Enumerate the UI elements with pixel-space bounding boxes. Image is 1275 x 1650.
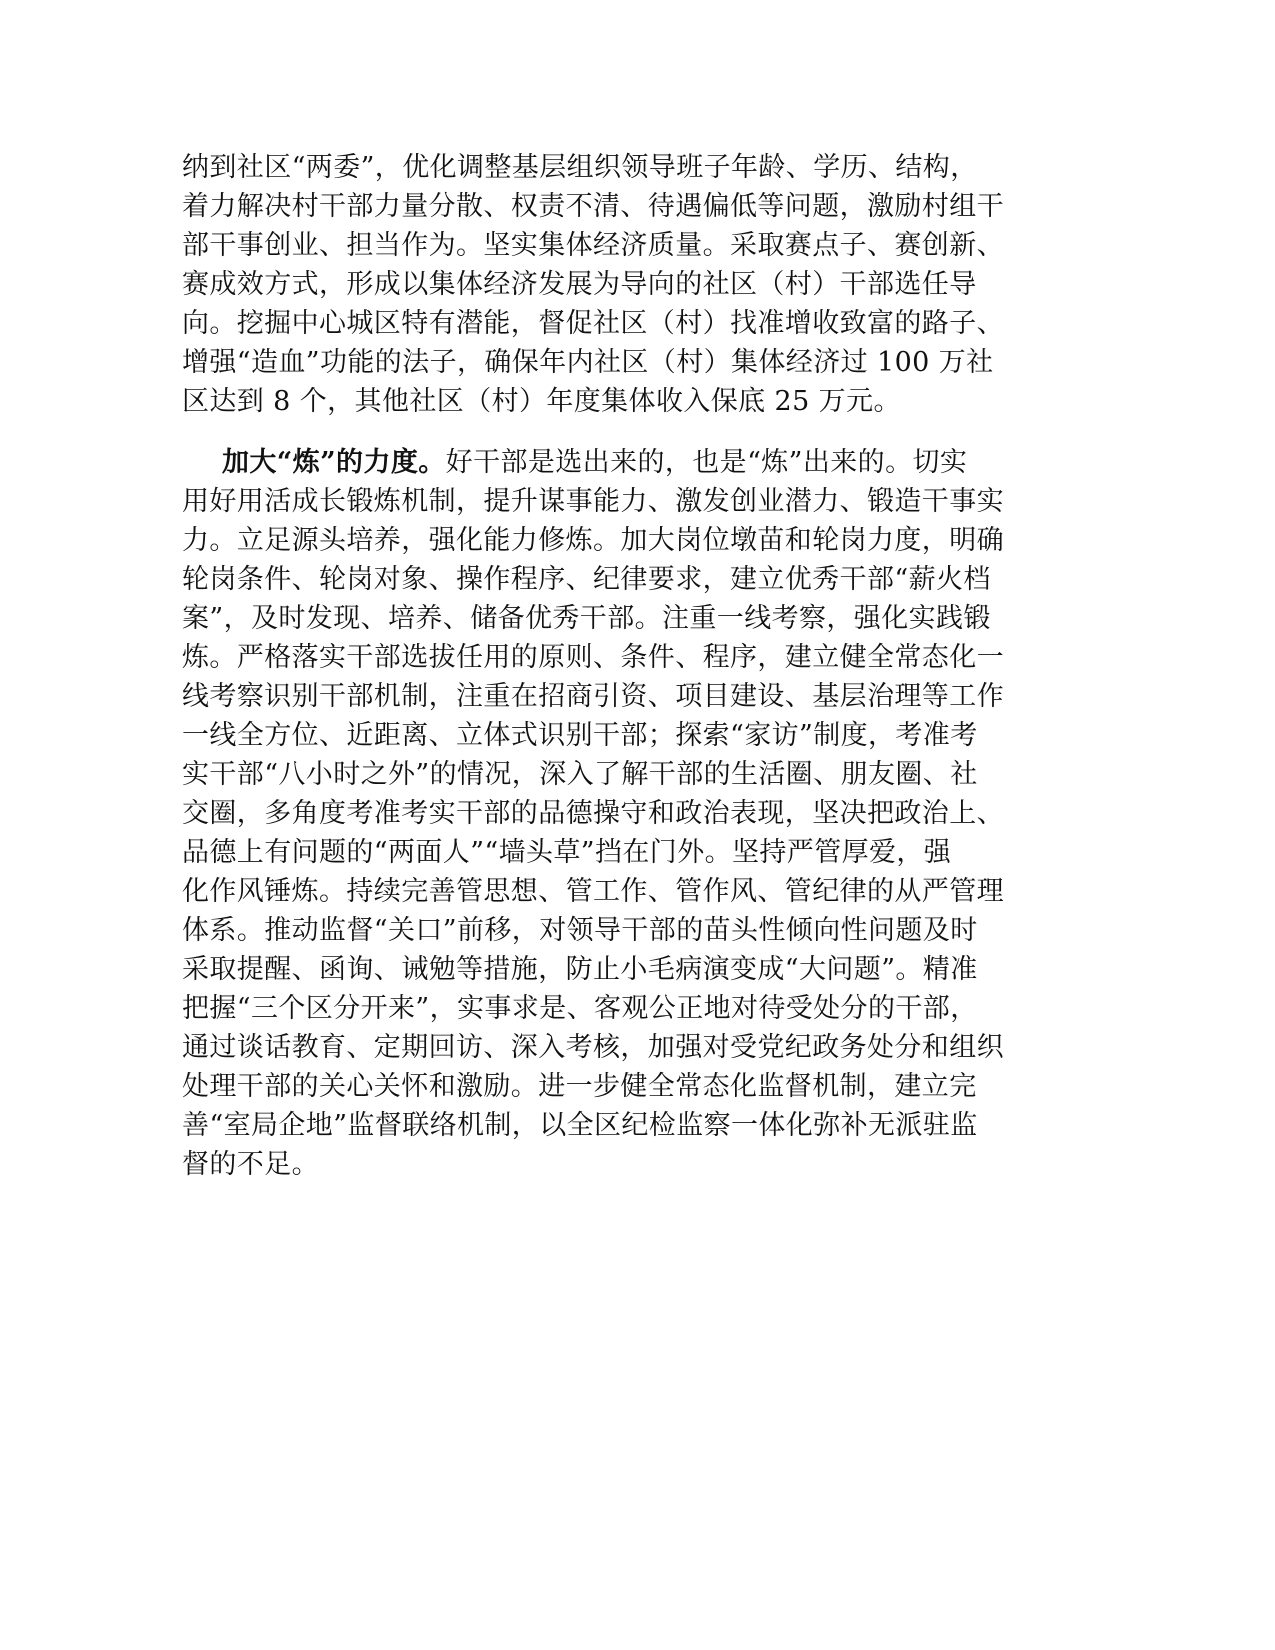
section-heading: 加大“炼”的力度。 — [222, 447, 446, 478]
paragraph-line: 向。挖掘中心城区特有潜能，督促社区（村）找准增收致富的路子、 — [182, 308, 1004, 339]
paragraph-line: 线考察识别干部机制，注重在招商引资、项目建设、基层治理等工作 — [182, 681, 1004, 712]
paragraph-line: 品德上有问题的“两面人”“墙头草”挡在门外。坚持严管厚爱，强 — [182, 837, 952, 868]
paragraph-line: 赛成效方式，形成以集体经济发展为导向的社区（村）干部选任导 — [182, 269, 977, 300]
paragraph-line: 区达到 8 个，其他社区（村）年度集体收入保底 25 万元。 — [182, 386, 901, 417]
paragraph-line: 处理干部的关心关怀和激励。进一步健全常态化监督机制，建立完 — [182, 1071, 977, 1102]
paragraph-line: 实干部“八小时之外”的情况，深入了解干部的生活圈、朋友圈、社 — [182, 759, 978, 790]
paragraph-line: 化作风锤炼。持续完善管思想、管工作、管作风、管纪律的从严管理 — [182, 876, 1004, 907]
paragraph-line-rest: 好干部是选出来的，也是“炼”出来的。切实 — [445, 447, 968, 478]
paragraph-line: 交圈，多角度考准考实干部的品德操守和政治表现，坚决把政治上、 — [182, 798, 1004, 829]
paragraph-line: 案”，及时发现、培养、储备优秀干部。注重一线考察，强化实践锻 — [182, 603, 991, 634]
paragraph-line: 轮岗条件、轮岗对象、操作程序、纪律要求，建立优秀干部“薪火档 — [182, 564, 991, 595]
paragraph-first-line — [182, 443, 1062, 482]
paragraph-line: 着力解决村干部力量分散、权责不清、待遇偏低等问题，激励村组干 — [182, 191, 1004, 222]
paragraph-line: 炼。严格落实干部选拔任用的原则、条件、程序，建立健全常态化一 — [182, 642, 1004, 673]
paragraph-2 — [182, 443, 1062, 1184]
paragraph-line: 力。立足源头培养，强化能力修炼。加大岗位墩苗和轮岗力度，明确 — [182, 525, 1004, 556]
paragraph-line: 通过谈话教育、定期回访、深入考核，加强对受党纪政务处分和组织 — [182, 1032, 1004, 1063]
paragraph-line: 部干事创业、担当作为。坚实集体经济质量。采取赛点子、赛创新、 — [182, 230, 1004, 261]
paragraph-line: 采取提醒、函询、诫勉等措施，防止小毛病演变成“大问题”。精准 — [182, 954, 978, 985]
paragraph-line: 纳到社区“两委”，优化调整基层组织领导班子年龄、学历、结构， — [182, 152, 978, 183]
paragraph-line: 体系。推动监督“关口”前移，对领导干部的苗头性倾向性问题及时 — [182, 915, 978, 946]
paragraph-line: 把握“三个区分开来”，实事求是、客观公正地对待受处分的干部， — [182, 993, 978, 1024]
paragraph-line: 增强“造血”功能的法子，确保年内社区（村）集体经济过 100 万社 — [182, 347, 994, 378]
paragraph-line: 善“室局企地”监督联络机制，以全区纪检监察一体化弥补无派驻监 — [182, 1110, 978, 1141]
paragraph-line: 用好用活成长锻炼机制，提升谋事能力、激发创业潜力、锻造干事实 — [182, 486, 1004, 517]
paragraph-line: 一线全方位、近距离、立体式识别干部；探索“家访”制度，考准考 — [182, 720, 978, 751]
paragraph-1 — [182, 148, 1062, 421]
paragraph-line: 督的不足。 — [182, 1149, 319, 1180]
